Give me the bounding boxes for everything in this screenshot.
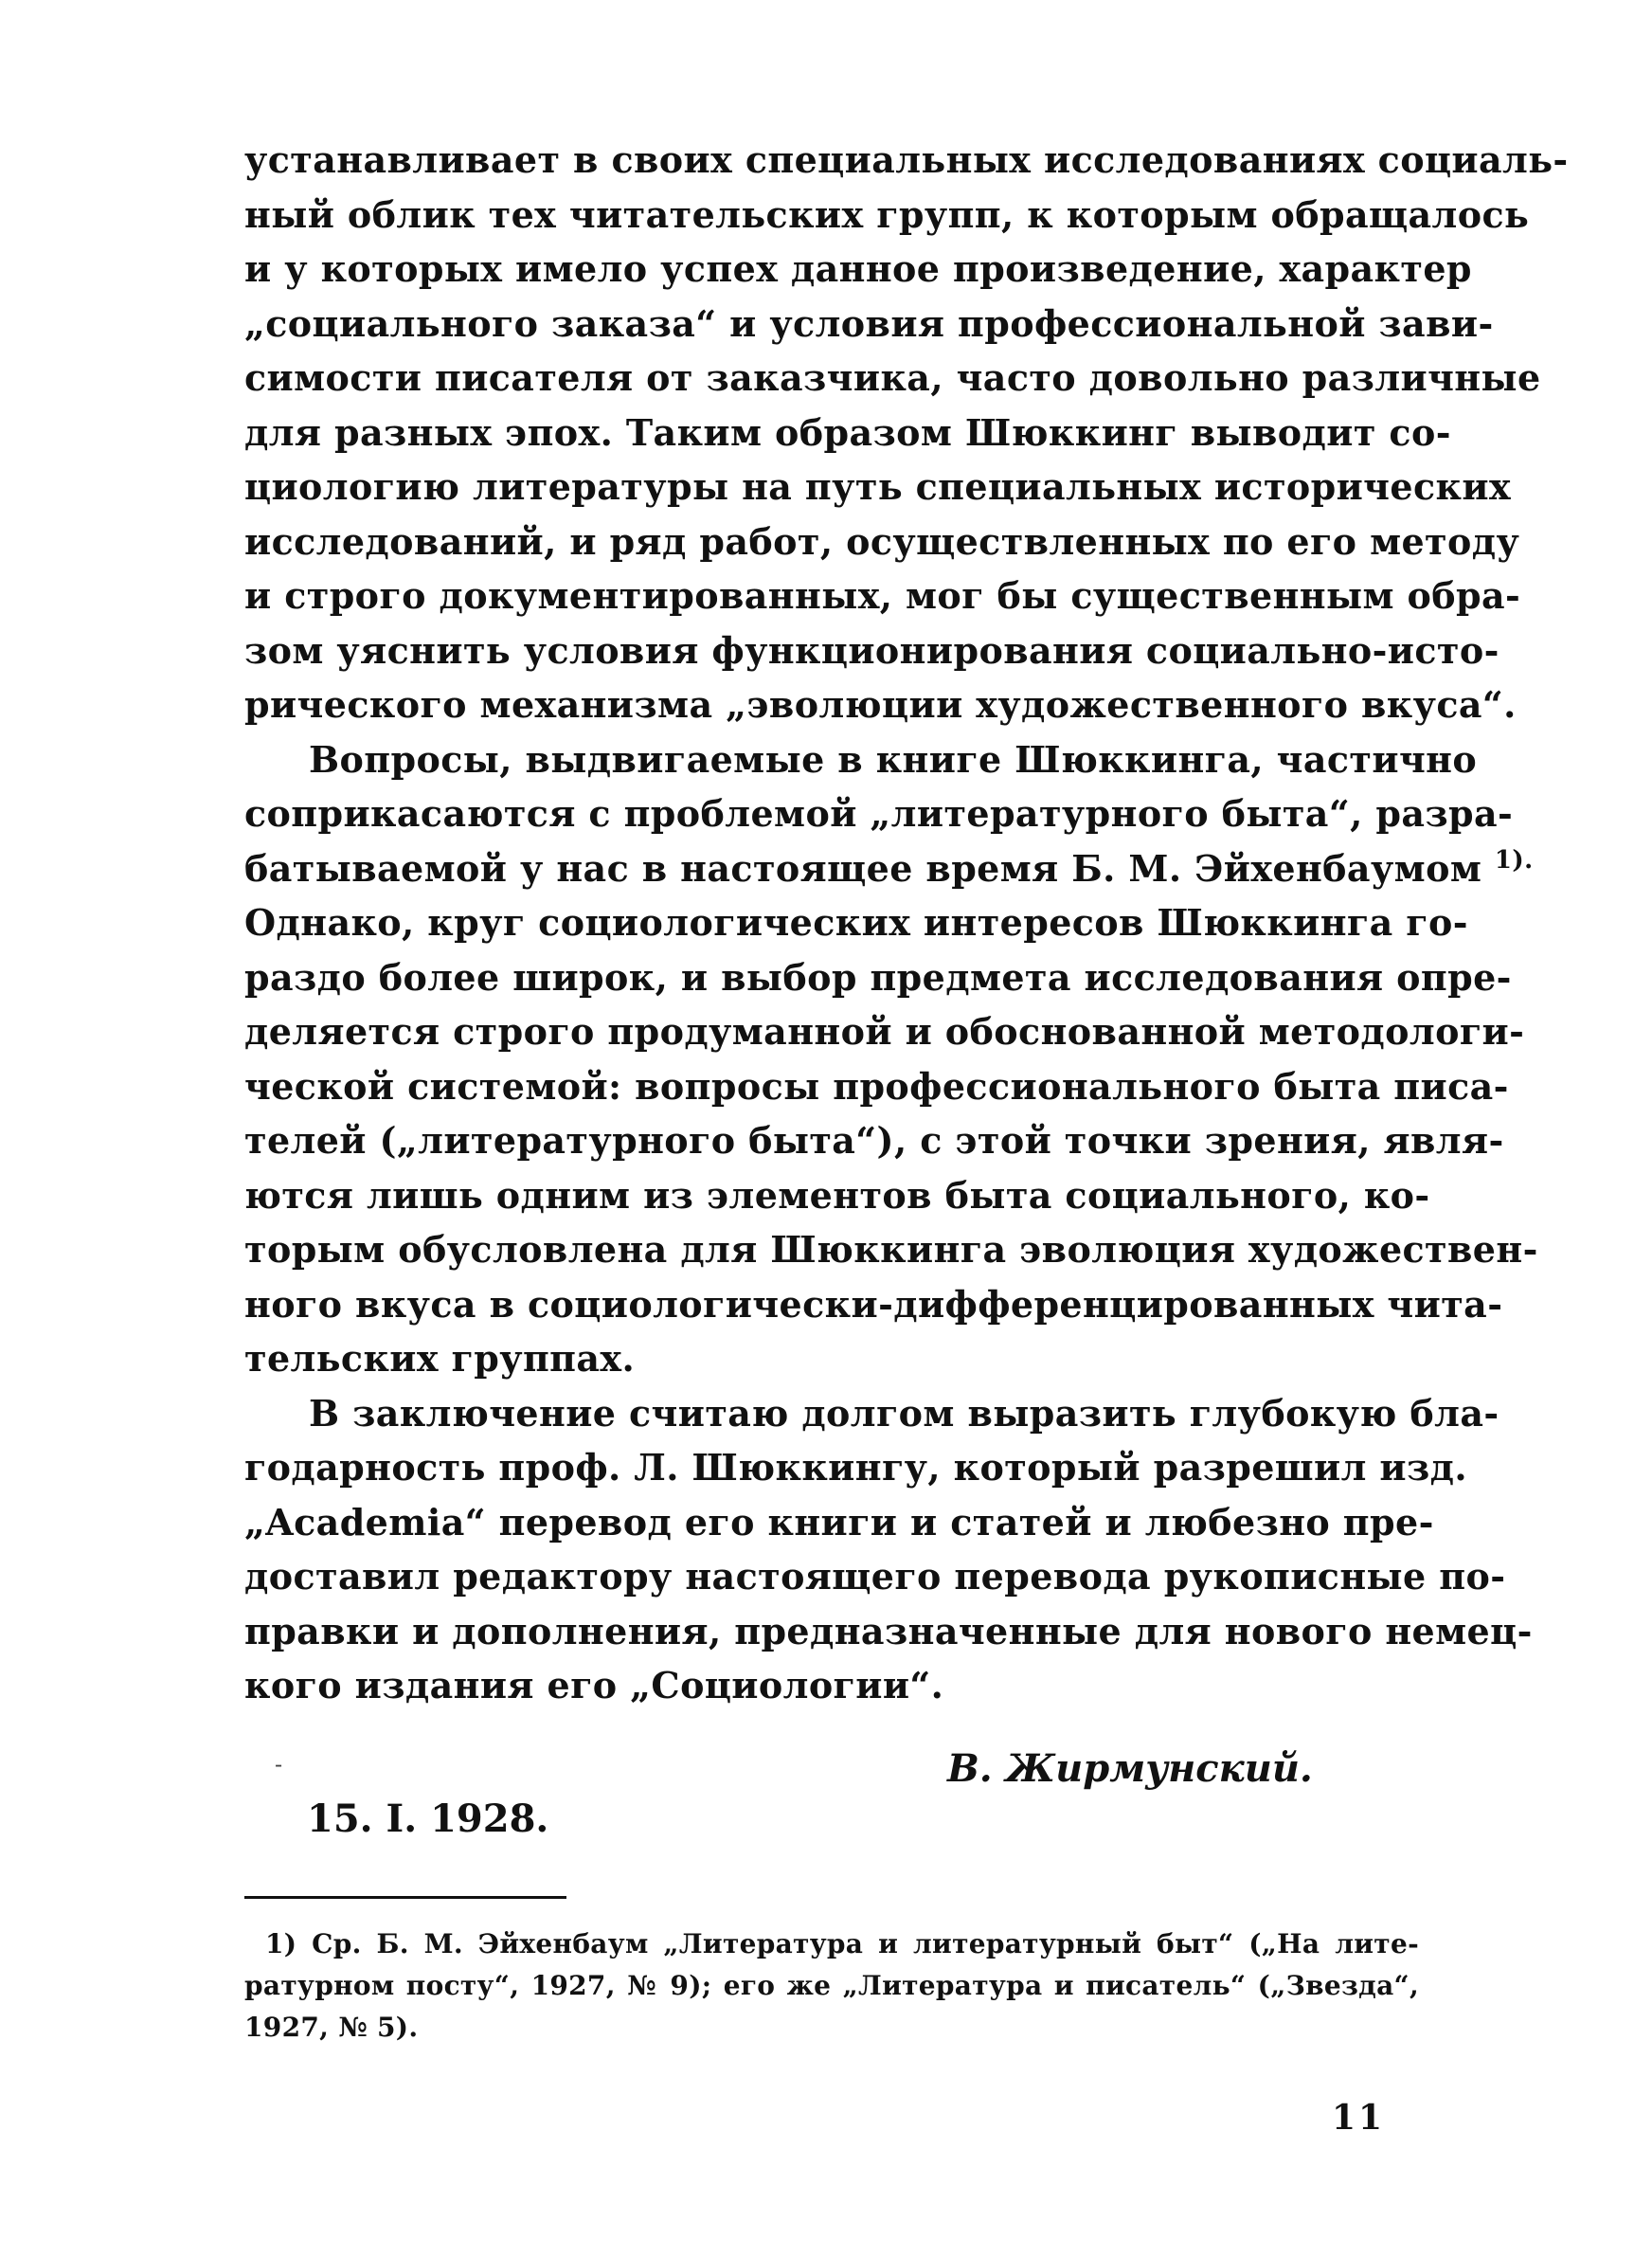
paragraph-1-line: ный облик тех читательских групп, к которым обращалось <box>244 192 1530 236</box>
footnote-divider <box>244 1896 566 1899</box>
footnote-line: 1927, № 5). <box>244 2012 419 2043</box>
paragraph-2-line: телей („литературного быта“), с этой точки зрения, явля- <box>244 1119 1504 1162</box>
body-text <box>244 133 1569 1713</box>
paragraph-2-line: деляется строго продуманной и обоснованной методологи- <box>244 1010 1525 1053</box>
paragraph-1-line: зом уяснить условия функционирования социально-исто- <box>244 628 1499 672</box>
page-number: 11 <box>1332 2098 1386 2138</box>
paragraph-2-line: тельских группах. <box>244 1337 636 1380</box>
paragraph-2-line-text: батываемой у нас в настоящее время Б. М. Эйхенбаумом <box>244 846 1482 890</box>
paragraph-2-line: соприкасаются с проблемой „литературного быта“, разра- <box>244 792 1514 835</box>
author-signature: В. Жирмунский. <box>947 1746 1313 1791</box>
paragraph-3-line: „Academia“ перевод его книги и статей и любезно пре- <box>244 1500 1434 1544</box>
paragraph-1-line: для разных эпох. Таким образом Шюккинг выводит со- <box>244 410 1451 454</box>
paragraph-3-line: годарность проф. Л. Шюккингу, который разрешил изд. <box>244 1446 1468 1489</box>
footnote-line: 1) Ср. Б. М. Эйхенбаум „Литература и литературный быт“ („На лите- <box>265 1928 1419 1959</box>
paragraph-2-line: торым обусловлена для Шюккинга эволюция художествен- <box>244 1228 1538 1271</box>
paragraph-2-line: раздо более широк, и выбор предмета исследования опре- <box>244 955 1512 999</box>
paragraph-1-line: циологию литературы на путь специальных исторических <box>244 465 1511 508</box>
paragraph-3-line: кого издания его „Социологии“. <box>244 1664 944 1706</box>
document-date: 15. I. 1928. <box>307 1797 549 1841</box>
stray-mark: ‑ <box>275 1751 283 1778</box>
paragraph-2-line: ческой системой: вопросы профессионального быта писа- <box>244 1064 1509 1108</box>
paragraph-1-line: и у которых имело успех данное произведение, характер <box>244 247 1472 290</box>
paragraph-2-line: ного вкуса в социологически-дифференцированных чита- <box>244 1282 1503 1326</box>
footnote <box>244 1923 1419 2049</box>
paragraph-1-line: рического механизма „эволюции художественного вкуса“. <box>244 683 1517 726</box>
paragraph-1-line: „социального заказа“ и условия профессиональной зави- <box>244 301 1494 345</box>
paragraph-1-line: и строго документированных, мог бы существенным обра- <box>244 574 1521 617</box>
footnote-line: ратурном посту“, 1927, № 9); его же „Литература и писатель“ („Звезда“, <box>244 1970 1419 2001</box>
paragraph-3-line: правки и дополнения, предназначенные для нового немец- <box>244 1609 1533 1652</box>
paragraph-2-line: Вопросы, выдвигаемые в книге Шюккинга, частично <box>309 737 1478 781</box>
paragraph-3-line: В заключение считаю долгом выразить глубокую бла- <box>309 1391 1499 1435</box>
paragraph-1-line: исследований, и ряд работ, осуществленных по его методу <box>244 519 1520 563</box>
paragraph-2-line: ются лишь одним из элементов быта социального, ко- <box>244 1173 1430 1217</box>
paragraph-2-line: Однако, круг социологических интересов Шюккинга го- <box>244 901 1468 944</box>
footnote-reference: 1). <box>1494 845 1534 875</box>
paragraph-1-line: устанавливает в своих специальных исследованиях социаль- <box>244 138 1569 181</box>
paragraph-2-line-with-footnote <box>244 841 1534 896</box>
paragraph-1-line: симости писателя от заказчика, часто довольно различные <box>244 356 1541 399</box>
paragraph-3-line: доставил редактору настоящего перевода рукописные по- <box>244 1555 1506 1598</box>
